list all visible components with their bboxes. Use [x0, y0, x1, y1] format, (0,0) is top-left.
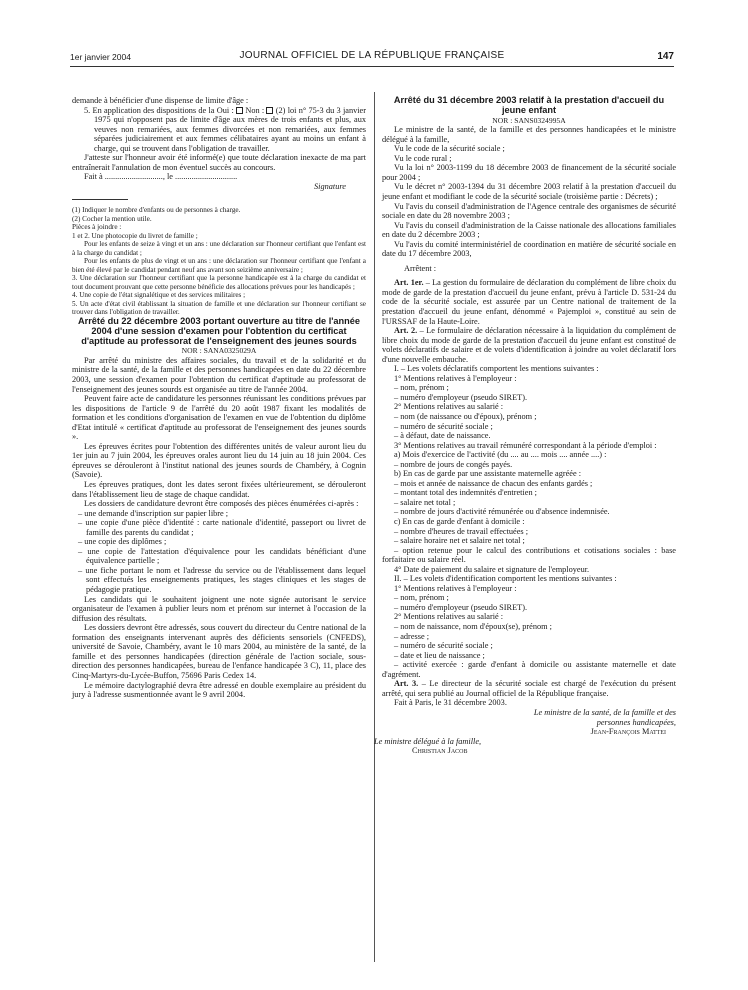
visa: Le ministre de la santé, de la famille et des personnes handicapées et le ministre délégué à la famille,: [382, 125, 676, 144]
header-rule: [70, 66, 674, 67]
paragraph: Les candidats qui le souhaitent joignent une note signée autorisant le service organisateur de l'examen à publier leurs nom et prénom sur internet à l'occasion de la diffusion des résultats.: [72, 594, 366, 623]
footnote: 3. Une déclaration sur l'honneur certifiant que la personne handicapée est à la charge du candidat et tout document prouvant que cette personne bénéficie des allocations prévues pour les handicapés ;: [72, 274, 366, 291]
article-line: – nom, prénom ;: [394, 383, 449, 393]
footnote: 1 et 2. Une photocopie du livret de famille ;: [72, 231, 198, 240]
paragraph: Les épreuves pratiques, dont les dates seront fixées ultérieurement, se dérouleront dans l'établissement lieu de stage de chaque candidat.: [72, 480, 366, 499]
article-line: – nom (de naissance ou d'époux), prénom ;: [394, 412, 537, 421]
nor-right: NOR : SANS0324995A: [492, 115, 566, 125]
footnote: 4. Une copie de l'état signalétique et des services militaires ;: [72, 291, 246, 300]
footnote: Pour les enfants de plus de vingt et un ans : une déclaration sur l'honneur certifiant que l'enfant a bien été élevé par le candidat pendant neuf ans avant son seizième anniversaire ;: [72, 257, 366, 274]
article-line: – nombre d'heures de travail effectuées ;: [394, 526, 529, 536]
list-item: – une copie des diplômes ;: [78, 537, 167, 547]
arrete-title-left: Arrêté du 22 décembre 2003 portant ouverture au titre de l'année 2004 d'une session d'examen pour l'obtention du certificat d'aptitude au professorat de l'enseignement des jeunes sourds: [78, 315, 360, 346]
visa: Vu la loi n° 2003-1199 du 18 décembre 2003 de financement de la sécurité sociale pour 2004 ;: [382, 163, 676, 182]
footnote: (1) Indiquer le nombre d'enfants ou de personnes à charge.: [72, 206, 241, 215]
article-line: – numéro de sécurité sociale ;: [394, 641, 493, 651]
paragraph: Les dossiers devront être adressés, sous couvert du directeur du Centre national de la formation des enseignants intervenant auprès des déficients sensoriels (CNFEDS), université de Savoie, Chambéry, avant le 10 mars 2004, au ministère de la santé, de la famille et des personnes handicapées (direction générale de l'action sociale, sous-direction des personnes handicapées, bureau de l'enfance handicapée 3 C), 11, place des Cinq-Martyrs-du-Lycée-Buffon, 75696 Paris Cedex 14.: [72, 623, 366, 680]
article-line: – à défaut, date de naissance.: [394, 431, 491, 441]
article-line: – salaire horaire net et salaire net total ;: [394, 536, 525, 546]
header-date: 1er janvier 2004: [70, 52, 131, 62]
article-line: – mois et année de naissance de chacun des enfants gardés ;: [394, 478, 593, 488]
attestation-text: J'atteste sur l'honneur avoir été informé(e) que toute déclaration inexacte de ma part entraînerait l'annulation de mon éventuel succès au concours.: [72, 153, 366, 172]
left-column: [72, 96, 366, 700]
paragraph: Peuvent faire acte de candidature les personnes réunissant les conditions prévues par les dispositions de l'article 9 de l'arrêté du 20 août 1987 fixant les modalités de formation et les conditions d'organisation de l'examen en vue de l'obtention du diplôme d'Etat intitulé « certificat d'aptitude au professorat de l'enseignement des jeunes sourds ».: [72, 394, 366, 442]
visa: Vu l'avis du comité interministériel de coordination en matière de sécurité sociale en date du 17 décembre 2003,: [382, 239, 676, 259]
signatory-name-1: Jean-François Mattei: [590, 727, 666, 737]
footnote: (2) Cocher la mention utile.: [72, 214, 152, 223]
article-1: Art. 1er. – La gestion du formulaire de déclaration du complément de libre choix du mode de garde de la prestation d'accueil du jeune enfant, prévu à l'article D. 531-24 du code de la sécurité sociale, est assurée par un Centre national de traitement de la prestation d'accueil du jeune enfant, dénommé « Pajemploi », constitué au sein de l'URSSAF de la Haute-Loire.: [382, 278, 676, 326]
paragraph: Les dossiers de candidature devront être composés des pièces énumérées ci-après :: [84, 499, 359, 509]
footnote: 5. Un acte d'état civil établissant la situation de famille et une déclaration sur l'honneur certifiant se trouver dans l'obligation de travailler.: [72, 299, 366, 317]
footnote-separator: [72, 199, 128, 200]
fait-paris: Fait à Paris, le 31 décembre 2003.: [394, 698, 507, 708]
article-line: – nom, prénom ;: [394, 593, 449, 603]
paragraph: Par arrêté du ministre des affaires sociales, du travail et de la solidarité et du ministre de la santé, de la famille et des personnes handicapées en date du 22 décembre 2003, une session d'examen pour l'obtention du certificat d'aptitude au professorat de l'enseignement des jeunes sourds est organisée au titre de l'année 2004.: [72, 355, 366, 394]
visa: Vu l'avis du conseil d'administration de l'Agence centrale des organismes de sécurité sociale en date du 28 novembre 2003 ;: [382, 201, 676, 221]
journal-title: JOURNAL OFFICIEL DE LA RÉPUBLIQUE FRANÇAISE: [239, 50, 505, 61]
fait-line: Fait à ............................, le ..............................: [84, 172, 238, 182]
page-number: 147: [657, 51, 674, 62]
list-item: – une copie d'une pièce d'identité : carte nationale d'identité, passeport ou livret de famille des parents du candidat ;: [78, 518, 366, 537]
article-line: – adresse ;: [394, 631, 430, 641]
article-2: Art. 2. – Le formulaire de déclaration nécessaire à la liquidation du complément de libre choix du mode de garde de la prestation d'accueil du jeune enfant est constitué de volets déclaratifs de salaire et de volets d'identification à joindre au volet déclaratif lors d'une nouvelle embauche.: [382, 326, 676, 364]
signature-label: Signature: [314, 181, 346, 191]
article-line: 3° Mentions relatives au travail rémunéré correspondant à la période d'emploi :: [394, 440, 657, 450]
article-line: 4° Date de paiement du salaire et signature de l'employeur.: [394, 564, 590, 574]
visa: Vu le code de la sécurité sociale ;: [394, 144, 505, 154]
article-line: c) En cas de garde d'enfant à domicile :: [394, 517, 525, 527]
visa: Vu le décret n° 2003-1394 du 31 décembre 2003 relatif à la prestation d'accueil du jeune enfant et modifiant le code de la sécurité sociale (troisième partie : Décrets) ;: [382, 182, 676, 201]
article-line: – nombre de jours de congés payés.: [394, 459, 513, 469]
article-line: a) Mois d'exercice de l'activité (du .... au .... mois .... année ....) :: [394, 450, 607, 460]
article-line: 2° Mentions relatives au salarié :: [394, 612, 504, 622]
article-line: – salaire net total ;: [394, 497, 456, 507]
paragraph: Le mémoire dactylographié devra être adressé en double exemplaire au président du jury à l'adresse susmentionnée avant le 9 avril 2004.: [72, 680, 366, 700]
form-item-5: 5. En application des dispositions de la Oui : Non : (2) loi n° 75-3 du 3 janvier 1975 qui n'opposent pas de limite d'âge aux mères de trois enfants et plus, aux veuves non remariées, aux femmes divorcées et non remariées, aux femmes séparées judiciairement et aux femmes célibataires ayant au moins un enfant à charge, qui se trouvent dans l'obligation de travailler.: [84, 105, 366, 153]
column-divider: [374, 92, 375, 962]
visa: Vu le code rural ;: [394, 153, 452, 163]
signatory-name-2: Christian Jacob: [412, 746, 468, 756]
article-3: Art. 3. – Le directeur de la sécurité sociale est chargé de l'exécution du présent arrêté, qui sera publié au Journal officiel de la République française.: [382, 679, 676, 698]
article-line: – numéro d'employeur (pseudo SIRET).: [394, 602, 528, 612]
article-line: – nombre de jours d'activité rémunérée ou d'absence indemnisée.: [394, 507, 610, 517]
article-line: 1° Mentions relatives à l'employeur :: [394, 373, 517, 383]
article-line: – nom de naissance, nom d'époux(se), prénom ;: [394, 622, 552, 632]
footnote: Pour les enfants de seize à vingt et un ans : une déclaration sur l'honneur certifiant que l'enfant est à la charge du candidat ;: [72, 240, 366, 257]
footnotes: [72, 206, 366, 317]
footnote: Pièces à joindre :: [72, 223, 122, 232]
list-item: – une fiche portant le nom et l'adresse du service ou de l'établissement dans lequel sont effectués les enseignements pratiques, les stages cliniques et les stages de pédagogie pratique.: [78, 565, 366, 595]
paragraph: Les épreuves écrites pour l'obtention des différentes unités de valeur auront lieu du 1er juin au 7 juin 2004, les épreuves orales auront lieu du 14 juin au 18 juin 2004. Ces épreuves se dérouleront à l'institut national des jeunes sourds de Chambéry, à Cognin (Savoie).: [72, 441, 366, 480]
list-item: – une copie de l'attestation d'équivalence pour les candidats bénéficiant d'une équivalence partielle ;: [78, 546, 366, 566]
arretent: Arrêtent :: [404, 263, 437, 273]
checkbox-oui[interactable]: [236, 107, 243, 114]
article-line: – numéro d'employeur (pseudo SIRET).: [394, 392, 528, 402]
article-line: 2° Mentions relatives au salarié :: [394, 402, 504, 412]
signatory-role-1: Le ministre de la santé, de la famille et des personnes handicapées,: [533, 707, 676, 727]
signatory-role-2: Le ministre délégué à la famille,: [374, 736, 482, 746]
article-line: – activité exercée : garde d'enfant à domicile ou assistante maternelle et date d'agrément.: [382, 660, 676, 679]
visa: Vu l'avis du conseil d'administration de la Caisse nationale des allocations familiales en date du 2 décembre 2003 ;: [382, 220, 676, 240]
page-header: [70, 50, 674, 66]
arrete-title-right: Arrêté du 31 décembre 2003 relatif à la prestation d'accueil du jeune enfant: [393, 95, 665, 115]
article-line: – numéro de sécurité sociale ;: [394, 421, 493, 431]
article-line: – date et lieu de naissance ;: [394, 650, 485, 660]
form-intro: demande à bénéficier d'une dispense de limite d'âge :: [72, 96, 249, 105]
article-line: b) En cas de garde par une assistante maternelle agréée :: [394, 469, 582, 479]
article-line: – option retenue pour le calcul des contributions et cotisations sociales : base forfaitaire ou salaire réel.: [382, 545, 676, 565]
list-item: – une demande d'inscription sur papier libre ;: [78, 508, 229, 518]
article-line: I. – Les volets déclaratifs comportent les mentions suivantes :: [394, 364, 599, 374]
article-line: – montant total des indemnités d'entretien ;: [394, 488, 537, 498]
article-line: 1° Mentions relatives à l'employeur :: [394, 583, 517, 593]
nor-left: NOR : SANA0325029A: [181, 346, 257, 356]
article-line: II. – Les volets d'identification comportent les mentions suivantes :: [394, 574, 617, 584]
right-column: [374, 95, 676, 756]
